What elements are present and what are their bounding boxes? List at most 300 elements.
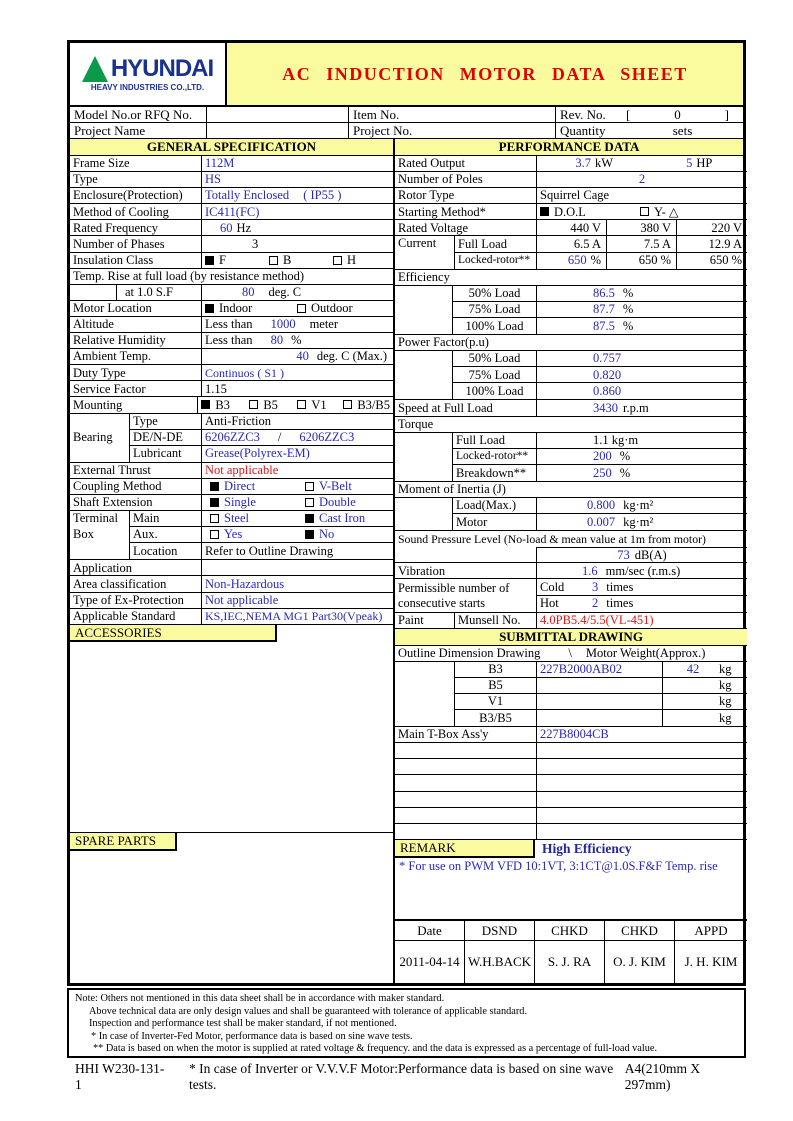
pf-50-row: 50% Load 0.757: [453, 351, 747, 367]
insulation-row: [70, 253, 393, 269]
cooling-row: [70, 204, 393, 220]
paint-row: [395, 613, 747, 629]
approval-chkd1-header: CHKD: [535, 921, 605, 940]
service-factor-label: Service Factor: [70, 381, 202, 396]
brand-name: HYUNDAI: [110, 55, 214, 82]
triangle-logo-icon: [82, 56, 108, 82]
vibration-label: Vibration: [395, 563, 537, 578]
checkbox-empty-icon: [269, 256, 278, 265]
humidity-prefix: Less than: [205, 333, 253, 348]
indent-cell: [395, 547, 537, 562]
starting-method-row: [395, 204, 747, 220]
submittal-drawing-header: SUBMITTAL DRAWING: [395, 629, 747, 646]
checkbox-filled-icon: [305, 530, 314, 539]
frequency-num: 60: [220, 220, 233, 235]
checkbox-filled-icon: [205, 304, 214, 313]
enclosure-row: [70, 188, 393, 204]
type-row: [70, 172, 393, 188]
enclosure-label: Enclosure(Protection): [70, 188, 202, 203]
altitude-value: [202, 317, 393, 332]
temp-rise-sf-row: [70, 285, 393, 301]
type-label: Type: [70, 172, 202, 187]
applicable-standard-row: [70, 609, 393, 625]
munsell-label: Munsell No.: [455, 613, 537, 628]
power-factor-label: Power Factor(p.u): [398, 335, 489, 350]
checkbox-empty-icon: [210, 530, 219, 539]
note-line-2: Above technical data are only design values and shall be guaranteed with tolerance of applicable standard.: [89, 1005, 528, 1017]
efficiency-group: [395, 286, 747, 335]
power-factor-header-row: [395, 335, 747, 351]
quantity-cell: [556, 123, 743, 138]
rev-no-label: Rev. No.: [560, 106, 606, 122]
sf-num: 80: [242, 285, 255, 300]
efficiency-50-row: 50% Load 86.5 %: [453, 286, 747, 302]
shaft-option-single: Single: [210, 495, 305, 510]
info-row-2: [70, 123, 743, 139]
empty-row: [395, 792, 747, 808]
altitude-label: Altitude: [70, 317, 202, 332]
empty-row: [395, 824, 747, 840]
accessories-row: [70, 625, 393, 642]
mounting-option-v1: V1: [297, 398, 343, 413]
pf-100-row: 100% Load 0.860: [453, 383, 747, 399]
ambient-num: 40: [296, 349, 309, 364]
insulation-option-h: H: [333, 253, 356, 268]
rated-output-hp-unit: HP: [696, 156, 713, 171]
bearing-de-label: DE/N-DE: [130, 430, 202, 445]
altitude-unit: meter: [309, 317, 339, 332]
rotor-type-row: [395, 188, 747, 204]
type-value: HS: [205, 172, 221, 187]
bearing-label: Bearing: [70, 414, 130, 462]
ambient-row: [70, 349, 393, 365]
drawing-b3-row: B3 227B2000AB02 42 kg: [455, 662, 747, 678]
torque-locked-rotor-row: Locked-rotor** 200 %: [453, 449, 747, 465]
cooling-label: Method of Cooling: [70, 204, 202, 219]
enclosure-value: [202, 188, 393, 203]
inertia-load-row: Load(Max.) 0.800 kg·m²: [453, 498, 747, 514]
rated-output-hp-num: 5: [686, 156, 693, 171]
duty-row: [70, 365, 393, 381]
performance-data-header: PERFORMANCE DATA: [498, 139, 640, 154]
checkbox-empty-icon: [640, 207, 649, 216]
ambient-label: Ambient Temp.: [70, 349, 202, 364]
checkbox-empty-icon: [343, 400, 352, 409]
phases-value: 3: [252, 236, 259, 251]
torque-header-row: [395, 417, 747, 433]
bearing-type-label: Type: [130, 414, 202, 429]
tbox-value: 227B8004CB: [540, 727, 609, 742]
banner: [70, 43, 743, 107]
approval-appd-header: APPD: [694, 922, 728, 938]
efficiency-100-row: 100% Load 87.5 %: [453, 318, 747, 334]
project-name-label: Project Name: [70, 123, 207, 138]
terminal-option-steel: Steel: [210, 511, 305, 526]
spl-header-row: [395, 531, 747, 547]
rated-output-row: [395, 156, 747, 172]
remark-headline: High Efficiency: [542, 840, 632, 856]
note-line-5: ** Data is based on when the motor is supplied at rated voltage & frequency. and the data is expressed as a percentage of full-load value.: [93, 1043, 658, 1055]
approval-table: [395, 919, 747, 983]
application-row: [70, 560, 393, 576]
vibration-value: 1.6 mm/sec (r.m.s): [582, 563, 681, 578]
enclosure-ip: ( IP55 ): [303, 188, 342, 203]
spare-parts-row: [70, 832, 393, 851]
approval-dsnd-header: DSND: [465, 921, 535, 940]
performance-data-column: [395, 156, 747, 983]
pf-75-row: 75% Load 0.820: [453, 367, 747, 383]
indent-cell: [395, 498, 453, 530]
approval-chkd1-value: S. J. RA: [535, 941, 605, 983]
sf-label: at 1.0 S.F: [117, 285, 202, 300]
terminal-main-label: Main: [130, 511, 202, 526]
frequency-row: [70, 220, 393, 236]
empty-row: [395, 808, 747, 824]
spare-parts-title: SPARE PARTS: [70, 833, 177, 851]
sf-value: [202, 285, 393, 300]
speed-value: 3430 r.p.m: [593, 400, 649, 415]
sf-unit: deg. C: [268, 285, 302, 300]
poles-label: Number of Poles: [395, 172, 537, 187]
hyundai-logo: [70, 43, 227, 105]
form-number: HHI W230-131-1: [75, 1061, 165, 1092]
remark-row: [395, 840, 747, 858]
rotor-type-value: Squirrel Cage: [540, 188, 610, 203]
checkbox-filled-icon: [540, 207, 549, 216]
starting-method-label: Starting Method*: [395, 204, 537, 219]
terminal-location-value: Refer to Outline Drawing: [205, 544, 334, 559]
starts-cold-row: Cold 3 times: [537, 579, 747, 595]
rev-bracket-close: ]: [724, 106, 729, 122]
indent-cell: [395, 286, 453, 334]
bearing-type-value: Anti-Friction: [205, 413, 271, 428]
starts-hot-row: Hot 2 times: [540, 596, 634, 611]
speed-label: Speed at Full Load: [395, 400, 537, 415]
terminal-aux-options: [202, 527, 393, 542]
approval-date-header: Date: [395, 921, 465, 940]
approval-appd-value: J. H. KIM: [684, 954, 738, 969]
applicable-standard-label: Applicable Standard: [70, 609, 202, 624]
current-lr-440: 650 %: [537, 253, 607, 269]
mounting-options: [198, 397, 393, 412]
brand-subtitle: HEAVY INDUSTRIES CO.,LTD.: [90, 83, 205, 92]
bearing-de-row: [130, 430, 393, 446]
drawing-v1-row: V1 kg: [455, 694, 747, 710]
checkbox-filled-icon: [305, 514, 314, 523]
starting-method-options: [537, 204, 747, 219]
remark-note: * For use on PWM VFD 10:1VT, 3:1CT@1.0S.F&F Temp. rise: [399, 858, 718, 873]
quantity-label: Quantity: [560, 122, 606, 138]
shaft-option-double: Double: [305, 495, 356, 510]
accessories-title: ACCESSORIES: [70, 625, 277, 642]
inertia-motor-row: Motor 0.007 kg·m²: [453, 514, 747, 530]
bearing-de-value: 6206ZZC3 / 6206ZZC3: [205, 429, 355, 444]
frequency-unit: Hz: [236, 220, 252, 235]
efficiency-label: Efficiency: [398, 269, 450, 284]
model-no-label: Model No.or RFQ No.: [70, 107, 207, 122]
external-thrust-value: Not applicable: [205, 463, 279, 478]
logo-row: [82, 56, 213, 82]
rev-bracket-open: [: [626, 106, 631, 122]
terminal-aux-label: Aux.: [130, 527, 202, 542]
poles-value: 2: [638, 172, 646, 187]
area-classification-row: [70, 576, 393, 592]
approval-chkd2-value: O. J. KIM: [605, 941, 675, 983]
power-factor-group: [395, 351, 747, 400]
approval-chkd2-header: CHKD: [605, 921, 675, 940]
application-value: [202, 560, 393, 575]
note-line-3: Inspection and performance test shall be maker standard, if not mentioned.: [89, 1018, 397, 1030]
accessories-empty-area: [70, 642, 393, 832]
approval-values-row: [395, 941, 747, 983]
empty-row: [395, 759, 747, 775]
insulation-options: [202, 253, 393, 268]
area-classification-label: Area classification: [70, 576, 202, 591]
checkbox-filled-icon: [201, 400, 210, 409]
spl-value-row: [395, 547, 747, 563]
terminal-aux-row: [130, 527, 393, 543]
terminal-option-no: No: [305, 527, 334, 542]
terminal-box-group: [70, 511, 393, 560]
motor-location-row: [70, 301, 393, 317]
inertia-label: Moment of Inertia (J): [398, 482, 506, 497]
altitude-prefix: Less than: [205, 317, 253, 332]
temp-rise-row: [70, 269, 393, 285]
inertia-group: [395, 498, 747, 531]
bearing-type-row: [130, 414, 393, 430]
torque-label: Torque: [398, 416, 434, 431]
current-locked-rotor-row: [455, 253, 747, 269]
altitude-num: 1000: [270, 317, 296, 332]
torque-breakdown-row: Breakdown** 250 %: [453, 465, 747, 481]
insulation-option-b: B: [269, 253, 333, 268]
outline-drawing-label: Outline Dimension Drawing: [398, 646, 541, 661]
shaft-label: Shaft Extension: [70, 495, 202, 510]
efficiency-header-row: [395, 270, 747, 286]
starting-option-dol: D.O.L: [540, 205, 640, 220]
note-line-1: Note: Others not mentioned in this data sheet shall be in accordance with maker standard.: [75, 993, 445, 1004]
current-label: Current: [395, 236, 455, 268]
current-fl-380: 7.5 A: [607, 236, 677, 251]
spare-parts-empty-area: [70, 851, 393, 983]
vibration-row: [395, 563, 747, 579]
terminal-option-yes: Yes: [210, 527, 305, 542]
motor-location-label: Motor Location: [70, 301, 202, 316]
terminal-main-options: [202, 511, 393, 526]
external-thrust-row: [70, 463, 393, 479]
note-line-4: * In case of Inverter-Fed Motor, performance data is based on sine wave tests.: [91, 1030, 413, 1042]
area-classification-value: Non-Hazardous: [205, 576, 285, 591]
backslash-separator: \: [568, 646, 572, 661]
humidity-num: 80: [270, 333, 284, 348]
terminal-location-label: Location: [130, 543, 202, 559]
motor-location-options: [202, 301, 393, 316]
approval-header-row: [395, 921, 747, 941]
torque-group: [395, 433, 747, 482]
rated-output-kw-unit: kW: [595, 156, 614, 171]
checkbox-filled-icon: [205, 256, 214, 265]
empty-row: [395, 743, 747, 759]
spl-value: 73 dB(A): [537, 547, 747, 562]
current-full-load-row: [455, 236, 747, 252]
paint-label: Paint: [395, 613, 455, 628]
applicable-standard-value: KS,IEC,NEMA MG1 Part30(Vpeak): [205, 608, 383, 623]
outline-drawing-header-row: [395, 646, 747, 662]
tbox-label: Main T-Box Ass'y: [395, 727, 537, 742]
insulation-label: Insulation Class: [70, 253, 202, 268]
rated-output-label: Rated Output: [395, 156, 537, 171]
motor-weight-label: Motor Weight(Approx.): [585, 646, 706, 661]
project-name-value: [207, 123, 349, 138]
ex-protection-label: Type of Ex-Protection: [70, 593, 202, 608]
coupling-option-vbelt: V-Belt: [305, 479, 352, 494]
cooling-value: IC411(FC): [205, 204, 260, 219]
terminal-box-label: Terminal Box: [70, 511, 130, 559]
service-factor-value: 1.15: [205, 381, 227, 396]
ex-protection-row: [70, 593, 393, 609]
terminal-option-castiron: Cast Iron: [305, 511, 365, 526]
shaft-options: [202, 495, 393, 510]
checkbox-empty-icon: [305, 482, 314, 491]
quantity-value: sets: [672, 122, 693, 138]
footer-note: * In case of Inverter or V.V.V.F Motor:Performance data is based on sine wave tests.: [189, 1061, 614, 1092]
location-option-outdoor: Outdoor: [297, 301, 353, 316]
inertia-header-row: [395, 482, 747, 498]
humidity-row: [70, 333, 393, 349]
voltage-220: 220 V: [711, 220, 742, 235]
poles-row: [395, 172, 747, 188]
ex-protection-value: Not applicable: [205, 592, 279, 607]
frequency-value: [202, 220, 393, 235]
tbox-row: [395, 727, 747, 743]
rev-no-cell: [556, 107, 743, 122]
current-fl-label: Full Load: [455, 236, 537, 251]
temp-rise-label: Temp. Rise at full load (by resistance method): [73, 268, 305, 283]
enclosure-text: Totally Enclosed: [205, 188, 290, 203]
checkbox-empty-icon: [210, 514, 219, 523]
shaft-row: [70, 495, 393, 511]
mounting-row: [70, 397, 393, 413]
torque-full-load-row: Full Load 1.1 kg·m: [453, 433, 747, 449]
ambient-unit: deg. C (Max.): [316, 349, 387, 364]
checkbox-filled-icon: [210, 482, 219, 491]
mounting-option-b3: B3: [201, 398, 249, 413]
external-thrust-label: External Thrust: [70, 463, 202, 478]
checkbox-empty-icon: [333, 256, 342, 265]
checkbox-empty-icon: [297, 304, 306, 313]
voltage-380: 380 V: [607, 220, 677, 235]
coupling-options: [202, 479, 393, 494]
empty-row: [395, 775, 747, 791]
altitude-row: [70, 317, 393, 333]
ambient-value: [202, 349, 393, 364]
drawing-rows-group: [395, 662, 747, 727]
terminal-main-row: [130, 511, 393, 527]
rated-voltage-row: [395, 220, 747, 236]
rotor-type-label: Rotor Type: [395, 188, 537, 203]
item-no-label: Item No.: [349, 107, 556, 122]
voltage-440: 440 V: [537, 220, 607, 235]
location-option-indoor: Indoor: [205, 301, 297, 316]
current-fl-220: 12.9 A: [708, 236, 742, 251]
speed-row: [395, 400, 747, 416]
efficiency-75-row: 75% Load 87.7 %: [453, 302, 747, 318]
coupling-label: Coupling Method: [70, 479, 202, 494]
indent-cell: [395, 433, 453, 481]
indent-cell: [70, 285, 117, 300]
indent-cell: [395, 662, 455, 726]
service-factor-row: [70, 381, 393, 397]
frame-size-label: Frame Size: [70, 156, 202, 171]
bearing-lubricant-label: Lubricant: [130, 446, 202, 462]
drawing-b5-row: B5 kg: [455, 678, 747, 694]
general-specification-column: [70, 156, 395, 983]
starting-option-ydelta: Y- △: [640, 205, 679, 220]
sheet-border: [67, 40, 746, 986]
bearing-lubricant-row: [130, 446, 393, 462]
general-spec-header: GENERAL SPECIFICATION: [70, 139, 395, 155]
sheet-title: AC INDUCTION MOTOR DATA SHEET: [227, 43, 743, 105]
indent-cell: [395, 351, 453, 399]
bearing-lubricant-value: Grease(Polyrex-EM): [205, 446, 310, 461]
duty-value: Continuos ( S1 ): [205, 365, 285, 380]
starts-label: Permissible number of consecutive starts: [395, 579, 537, 611]
notes-box: [67, 988, 746, 1058]
humidity-label: Relative Humidity: [70, 333, 202, 348]
coupling-row: [70, 479, 393, 495]
paper-size: A4(210mm X 297mm): [624, 1061, 701, 1092]
frame-size-value: 112M: [205, 156, 235, 171]
frame-size-row: [70, 156, 393, 172]
footer: [67, 1061, 746, 1093]
section-headers: [70, 139, 743, 156]
project-no-label: Project No.: [349, 123, 556, 138]
approval-dsnd-value: W.H.BACK: [465, 941, 535, 983]
application-label: Application: [70, 560, 202, 575]
checkbox-empty-icon: [305, 498, 314, 507]
checkbox-empty-icon: [297, 400, 306, 409]
phases-row: [70, 236, 393, 252]
current-lr-label: Locked-rotor**: [455, 253, 537, 269]
model-no-value: [207, 107, 349, 122]
insulation-option-f: F: [205, 253, 269, 268]
terminal-location-row: [130, 543, 393, 559]
mounting-option-b3b5: B3/B5: [343, 398, 390, 413]
columns: [70, 156, 743, 983]
checkbox-empty-icon: [249, 400, 258, 409]
humidity-value: [202, 333, 393, 348]
phases-label: Number of Phases: [70, 236, 202, 251]
bearing-group: [70, 414, 393, 463]
frequency-label: Rated Frequency: [70, 220, 202, 235]
info-row-1: [70, 107, 743, 123]
current-lr-380: 650 %: [607, 253, 677, 269]
checkbox-filled-icon: [210, 498, 219, 507]
rated-output-kw-num: 3.7: [575, 156, 592, 171]
humidity-unit: %: [291, 333, 302, 348]
rev-no-value: 0: [674, 106, 681, 122]
mounting-option-b5: B5: [249, 398, 297, 413]
mounting-label: Mounting: [70, 397, 198, 412]
duty-label: Duty Type: [70, 365, 202, 380]
drawing-b3b5-row: B3/B5 kg: [455, 710, 747, 726]
remark-title: REMARK: [395, 840, 535, 858]
rated-voltage-label: Rated Voltage: [395, 220, 537, 235]
current-group: [395, 236, 747, 269]
starts-group: [395, 579, 747, 612]
current-lr-220: 650 %: [709, 253, 742, 268]
rated-output-value: [537, 156, 747, 171]
